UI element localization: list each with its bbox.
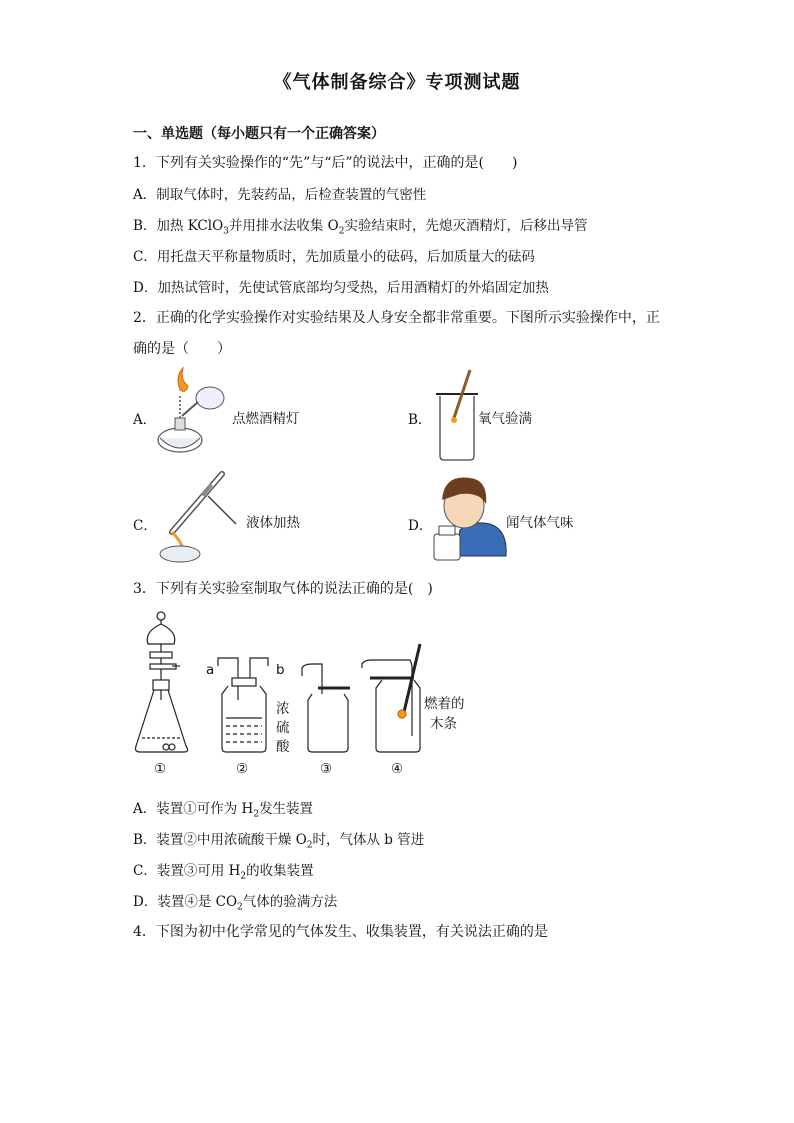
q3-c-sub: 2: [240, 871, 247, 882]
q3-b-sub: 2: [306, 840, 313, 851]
q2-stem-line1: 2．正确的化学实验操作对实验结果及人身安全都非常重要。下图所示实验操作中，正: [133, 310, 660, 326]
device-number-2: ②: [236, 761, 249, 777]
label-a: a: [206, 662, 215, 678]
q3-stem: 3．下列有关实验室制取气体的说法正确的是( ): [133, 581, 433, 597]
q3-d-sub: 2: [237, 902, 243, 913]
q1-stem: 1．下列有关实验操作的“先”与“后”的说法中，正确的是( ): [133, 155, 518, 171]
q3-a-sub: 2: [253, 809, 260, 820]
device-3-bottle: [302, 664, 350, 752]
q1-option-d: D．加热试管时，先使试管底部均匀受热，后用酒精灯的外焰固定加热: [133, 280, 549, 296]
q1-option-c: C．用托盘天平称量物质时，先加质量小的砝码，后加质量大的砝码: [133, 249, 535, 265]
q3-c-post: 的收集装置: [246, 863, 314, 879]
label-stick-2: 木条: [430, 716, 457, 732]
label-acid-1: 浓: [276, 701, 290, 717]
device-number-4: ④: [391, 761, 404, 777]
q3-b-post: 时，气体从 b 管进: [312, 832, 425, 848]
oxygen-test-figure: [432, 370, 482, 462]
q3-option-d: [133, 890, 337, 913]
q3-d-pre: D．装置④是 CO: [133, 894, 238, 910]
q1-b-post: 实验结束时，先熄灭酒精灯，后移出导管: [344, 218, 588, 234]
device-1-flask: [136, 612, 188, 752]
label-stick-1: 燃着的: [424, 696, 465, 712]
q3-d-post: 气体的验满方法: [242, 894, 338, 910]
q1-b-pre: B．加热 KClO: [133, 218, 224, 234]
q3-b-pre: B．装置②中用浓硫酸干燥 O: [133, 832, 307, 848]
label-b: b: [276, 662, 285, 678]
q2-a-label: 点燃酒精灯: [232, 411, 300, 427]
section-heading: 一、单选题（每小题只有一个正确答案）: [133, 126, 385, 142]
q2-c-label: 液体加热: [246, 515, 300, 531]
device-number-1: ①: [154, 761, 167, 777]
q3-option-b: [133, 828, 424, 851]
q2-d-label: 闻气体气味: [506, 515, 574, 531]
q1-b-sub2: 2: [338, 226, 345, 237]
q2-a-letter: A．: [133, 412, 157, 428]
device-number-3: ③: [320, 761, 333, 777]
label-acid-3: 酸: [276, 739, 290, 755]
q2-b-label: 氧气验满: [478, 411, 532, 427]
page-title: 《气体制备综合》专项测试题: [273, 72, 521, 93]
q3-c-pre: C．装置③可用 H: [133, 863, 241, 879]
q1-b-sub1: 3: [223, 226, 229, 237]
label-acid-2: 硫: [276, 720, 290, 736]
q4-stem: 4．下图为初中化学常见的气体发生、收集装置，有关说法正确的是: [133, 924, 548, 940]
q2-d-letter: D．: [408, 518, 433, 534]
q3-option-a: [133, 797, 313, 820]
q2-b-letter: B．: [408, 412, 432, 428]
q1-option-b: [133, 214, 587, 237]
q2-stem-line2: 确的是（ ）: [133, 341, 231, 357]
device-4-bottle: [362, 644, 420, 752]
q2-c-letter: C．: [133, 518, 157, 534]
q3-option-c: [133, 859, 314, 882]
q3-a-post: 发生装置: [259, 801, 314, 817]
liquid-heating-figure: [150, 470, 240, 565]
alcohol-lamp-lighting-figure: [150, 368, 230, 458]
smelling-gas-figure: [430, 470, 508, 562]
device-2-wash-bottle: [218, 658, 268, 752]
q1-option-a: A．制取气体时，先装药品，后检查装置的气密性: [133, 187, 427, 203]
q1-b-mid: 并用排水法收集 O: [228, 218, 339, 234]
q3-a-pre: A．装置①可作为 H: [133, 801, 254, 817]
